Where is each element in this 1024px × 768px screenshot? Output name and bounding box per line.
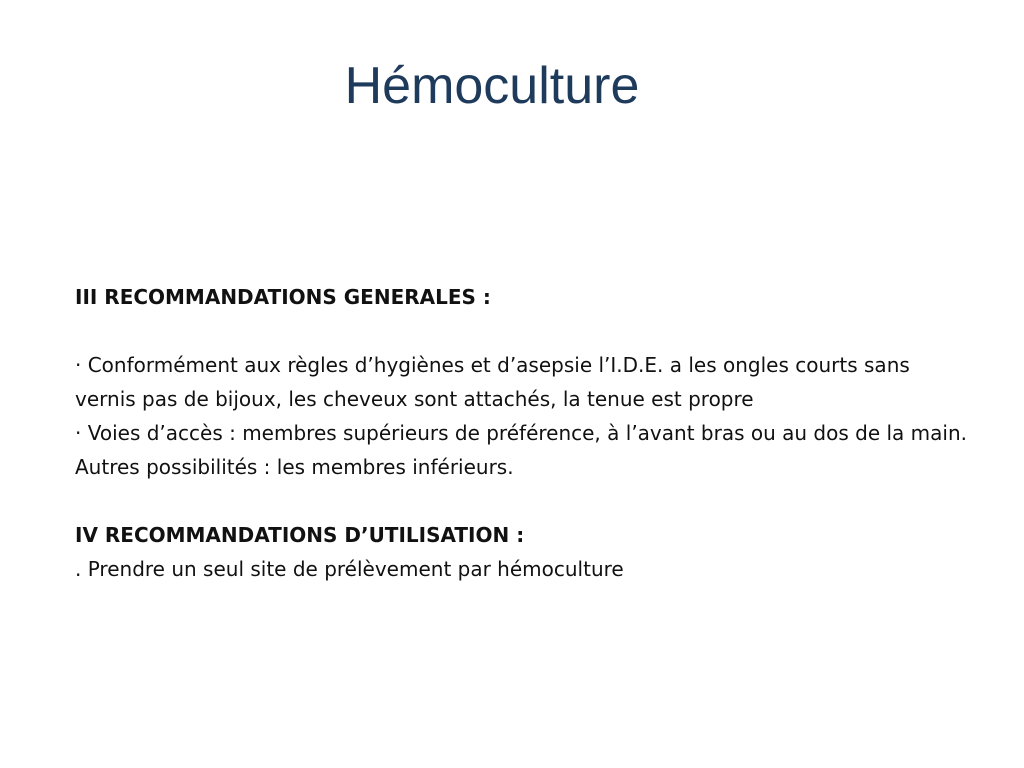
slide-title: Hémoculture <box>344 57 640 115</box>
section-3-bullet-1: · Conformément aux règles d’hygiènes et d’asepsie l’I.D.E. a les ongles courts sans vernis pas de bijoux, les cheveux sont attachés, la tenue est propre <box>75 353 910 411</box>
slide-body <box>75 280 975 586</box>
section-3-heading: III RECOMMANDATIONS GENERALES : <box>75 285 491 309</box>
section-3-bullet-2: · Voies d’accès : membres supérieurs de préférence, à l’avant bras ou au dos de la main. Autres possibilités : les membres inférieurs. <box>75 421 967 479</box>
spacer <box>75 314 975 348</box>
section-4-heading: IV RECOMMANDATIONS D’UTILISATION : <box>75 523 525 547</box>
section-4-bullet-1: . Prendre un seul site de prélèvement par hémoculture <box>75 557 624 581</box>
spacer <box>75 484 975 518</box>
